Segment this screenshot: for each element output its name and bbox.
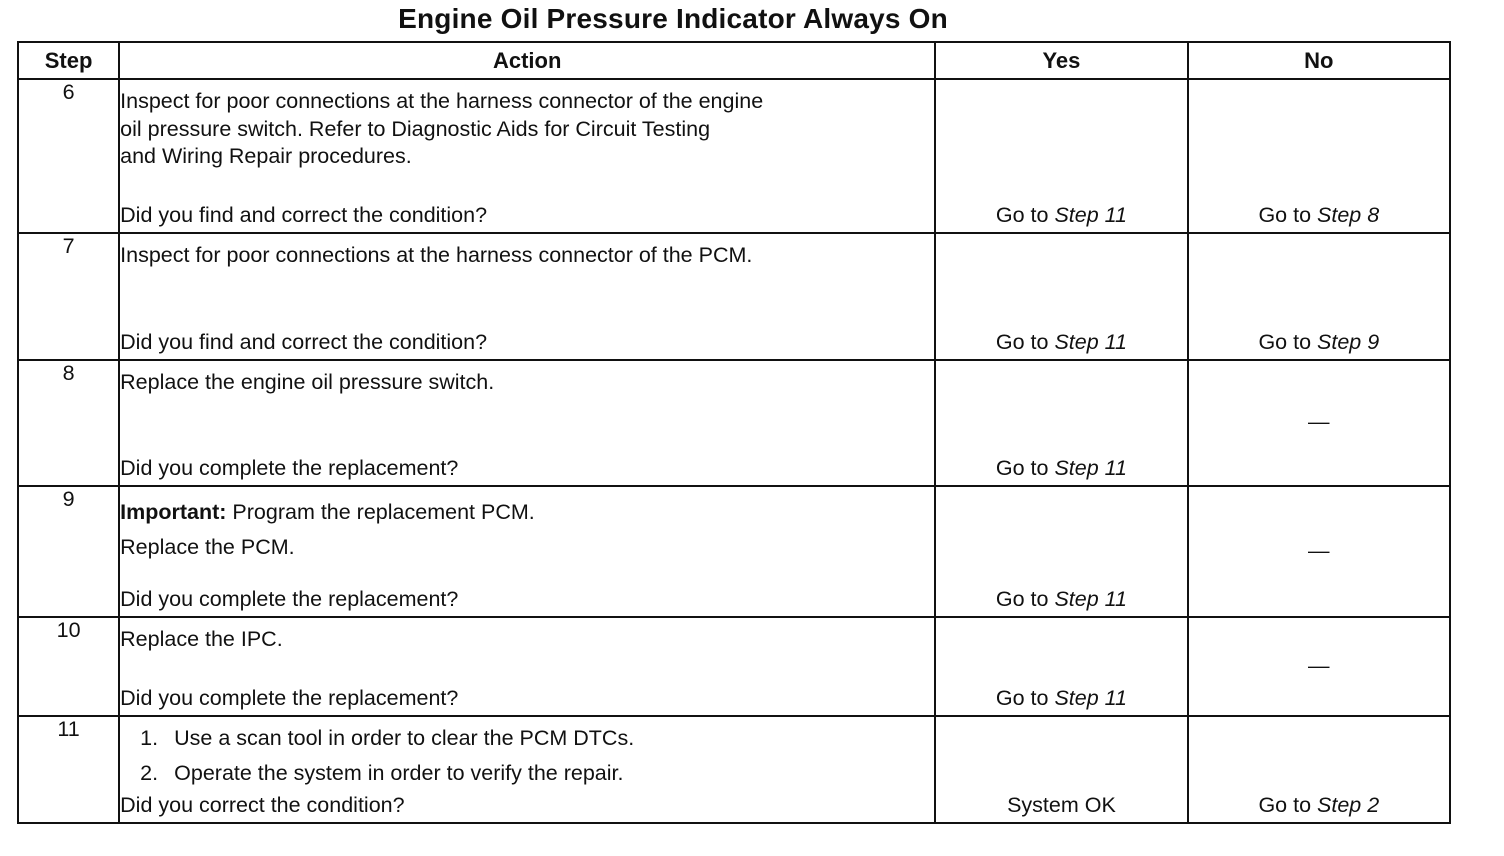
step-number: 7 bbox=[18, 233, 119, 360]
yes-result: Go to Step 11 bbox=[995, 330, 1127, 354]
yes-cell bbox=[935, 233, 1187, 360]
no-result: Go to Step 2 bbox=[1258, 793, 1380, 817]
table-row bbox=[18, 617, 1450, 716]
important-label: Important: bbox=[120, 500, 227, 524]
action-cell bbox=[119, 617, 935, 716]
action-question: Did you correct the condition? bbox=[120, 793, 405, 817]
table-row bbox=[18, 716, 1450, 823]
item-text: Use a scan tool in order to clear the PCM DTCs. bbox=[174, 726, 635, 750]
action-text: and Wiring Repair procedures. bbox=[120, 144, 412, 168]
action-cell bbox=[119, 716, 935, 823]
table-row bbox=[18, 486, 1450, 617]
step-number: 11 bbox=[18, 716, 119, 823]
action-text: Replace the engine oil pressure switch. bbox=[120, 370, 495, 394]
step-number: 8 bbox=[18, 360, 119, 486]
step-number: 10 bbox=[18, 617, 119, 716]
no-cell bbox=[1188, 360, 1450, 486]
no-cell bbox=[1188, 233, 1450, 360]
yes-result: Go to Step 11 bbox=[995, 587, 1127, 611]
step-reference: Step 11 bbox=[1054, 330, 1127, 354]
step-reference: Step 11 bbox=[1054, 203, 1127, 227]
column-header-step: Step bbox=[18, 42, 119, 79]
column-header-no: No bbox=[1188, 42, 1450, 79]
action-text: Inspect for poor connections at the harness connector of the PCM. bbox=[120, 243, 753, 267]
action-question: Did you complete the replacement? bbox=[120, 456, 459, 480]
numbered-item bbox=[120, 756, 934, 791]
item-number: 1. bbox=[140, 726, 159, 750]
step-reference: Step 2 bbox=[1317, 793, 1380, 817]
numbered-item bbox=[120, 721, 934, 756]
yes-cell bbox=[935, 79, 1187, 233]
column-header-yes: Yes bbox=[935, 42, 1187, 79]
step-reference: Step 11 bbox=[1054, 686, 1127, 710]
action-text: Inspect for poor connections at the harness connector of the engine bbox=[120, 89, 764, 113]
yes-result: Go to Step 11 bbox=[995, 456, 1127, 480]
no-result-dash: — bbox=[1308, 537, 1330, 562]
step-number: 6 bbox=[18, 79, 119, 233]
no-result-dash: — bbox=[1308, 652, 1330, 677]
action-question: Did you find and correct the condition? bbox=[120, 330, 488, 354]
action-cell bbox=[119, 360, 935, 486]
important-text: Program the replacement PCM. bbox=[226, 500, 535, 524]
item-number: 2. bbox=[140, 761, 159, 785]
item-text: Operate the system in order to verify the repair. bbox=[174, 761, 624, 785]
step-reference: Step 11 bbox=[1054, 456, 1127, 480]
step-reference: Step 9 bbox=[1317, 330, 1380, 354]
action-text: oil pressure switch. Refer to Diagnostic Aids for Circuit Testing bbox=[120, 116, 711, 141]
table-row bbox=[18, 360, 1450, 486]
action-cell bbox=[119, 79, 935, 233]
step-number: 9 bbox=[18, 486, 119, 617]
yes-cell bbox=[935, 716, 1187, 823]
yes-result: System OK bbox=[1007, 793, 1116, 817]
header-row bbox=[18, 42, 1450, 79]
action-cell bbox=[119, 486, 935, 617]
no-cell bbox=[1188, 486, 1450, 617]
page-title: Engine Oil Pressure Indicator Always On bbox=[398, 3, 948, 34]
diagnostic-table bbox=[17, 41, 1451, 824]
yes-result: Go to Step 11 bbox=[995, 203, 1127, 227]
action-text: Replace the IPC. bbox=[120, 627, 283, 651]
table-row bbox=[18, 233, 1450, 360]
action-text: Replace the PCM. bbox=[120, 535, 295, 559]
step-reference: Step 11 bbox=[1054, 587, 1127, 611]
step-reference: Step 8 bbox=[1317, 203, 1380, 227]
yes-cell bbox=[935, 360, 1187, 486]
important-note bbox=[120, 495, 934, 530]
action-question: Did you complete the replacement? bbox=[120, 587, 459, 611]
no-result-dash: — bbox=[1308, 409, 1330, 434]
no-cell bbox=[1188, 79, 1450, 233]
no-result: Go to Step 9 bbox=[1258, 330, 1380, 354]
no-cell bbox=[1188, 617, 1450, 716]
column-header-action: Action bbox=[119, 42, 935, 79]
action-question: Did you find and correct the condition? bbox=[120, 203, 488, 227]
action-cell bbox=[119, 233, 935, 360]
action-question: Did you complete the replacement? bbox=[120, 686, 459, 710]
table-row bbox=[18, 79, 1450, 233]
no-result: Go to Step 8 bbox=[1258, 203, 1380, 227]
no-cell bbox=[1188, 716, 1450, 823]
yes-result: Go to Step 11 bbox=[995, 686, 1127, 710]
yes-cell bbox=[935, 486, 1187, 617]
yes-cell bbox=[935, 617, 1187, 716]
